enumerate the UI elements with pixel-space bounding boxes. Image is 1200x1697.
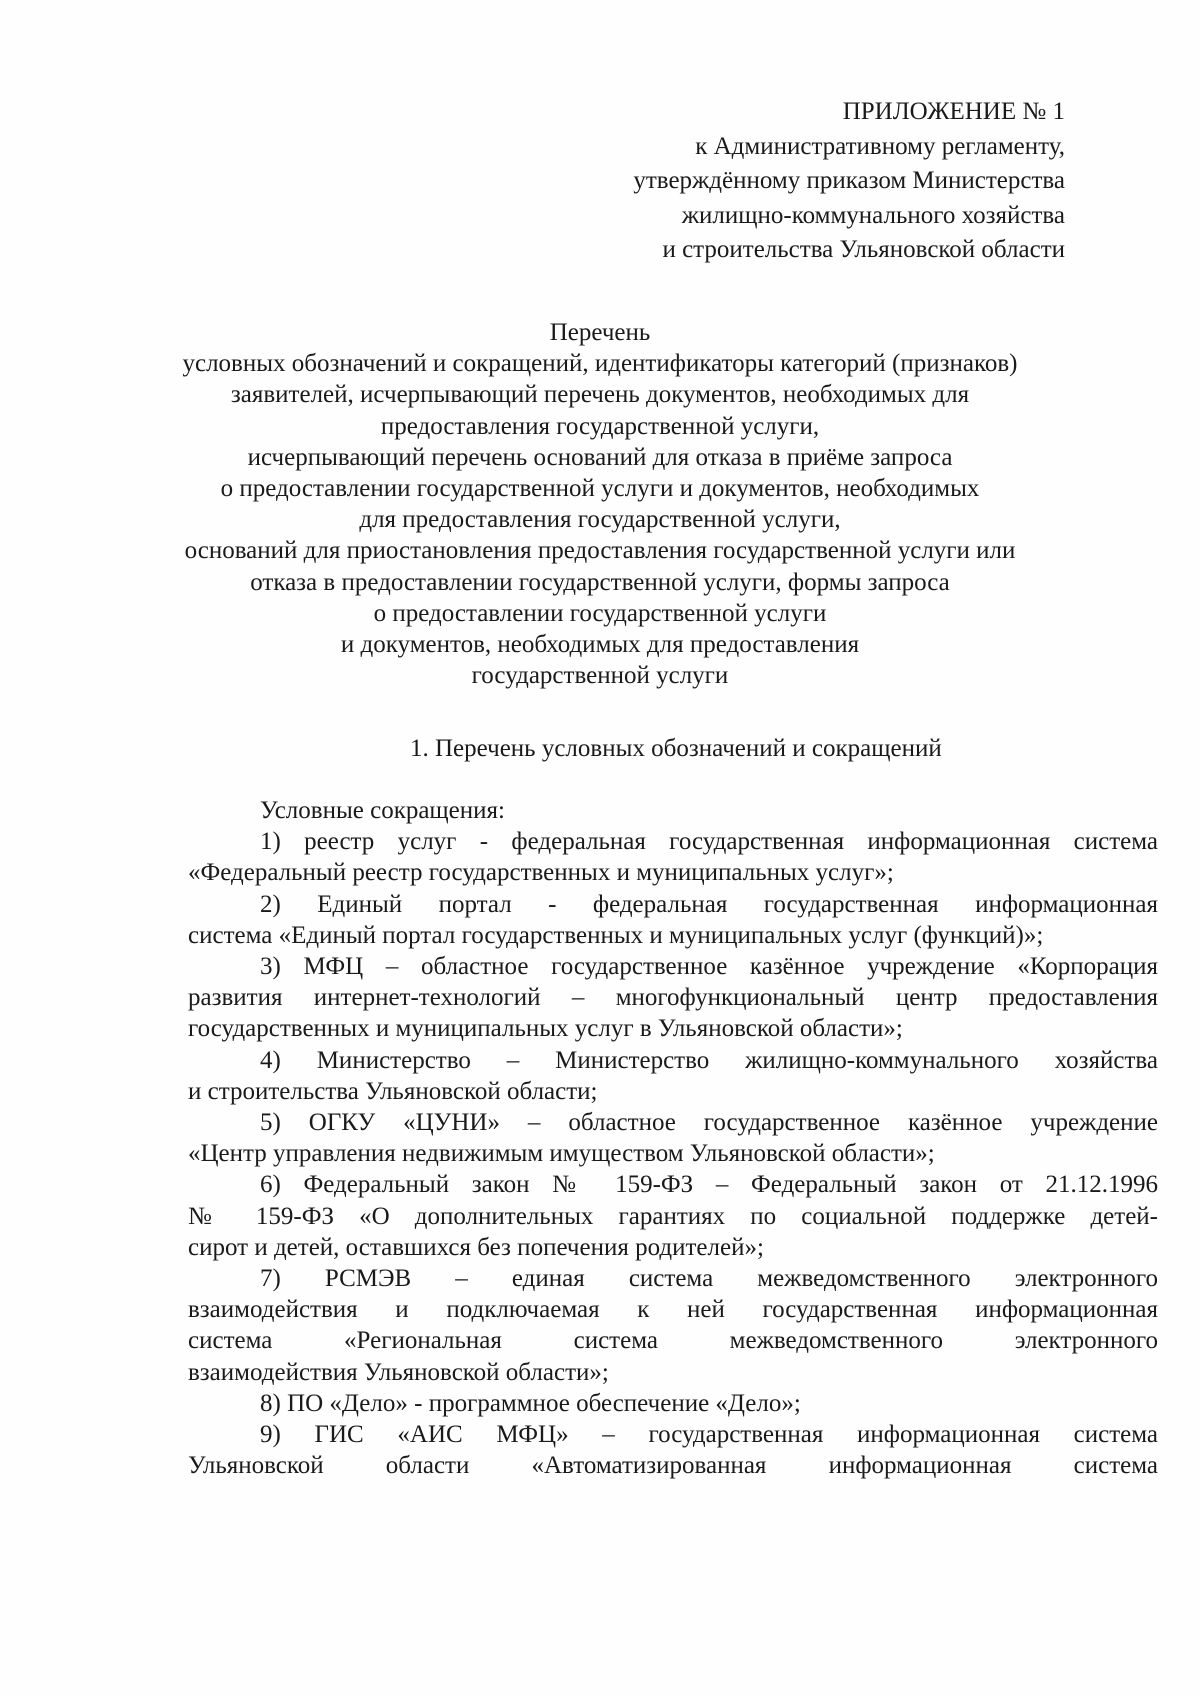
title-line: о предоставлении государственной услуги (373, 599, 827, 627)
title-line: заявителей, исчерпывающий перечень документов, необходимых для (230, 381, 970, 409)
abbreviations-list (188, 795, 1158, 1481)
title-line: для предоставления государственной услуги, (359, 506, 841, 534)
title-line: условных обозначений и сокращений, идентификаторы категорий (признаков) (182, 350, 1018, 378)
list-item-line: 1) реестр услуг - федеральная государственная информационная система (260, 828, 1158, 856)
list-item-line: 5) ОГКУ «ЦУНИ» – областное государственное казённое учреждение (260, 1109, 1158, 1137)
title-line: Перечень (549, 319, 651, 346)
list-item-line: система «Единый портал государственных и муниципальных услуг (функций)»; (188, 921, 1044, 949)
list-item-line: 2) Единый портал - федеральная государственная информационная (260, 890, 1158, 918)
list-item-line: взаимодействия Ульяновской области»; (188, 1358, 609, 1386)
list-item-line: 9) ГИС «АИС МФЦ» – государственная информационная система (260, 1421, 1158, 1449)
appendix-line: жилищно-коммунального хозяйства (681, 201, 1065, 229)
list-item-line: 3) МФЦ – областное государственное казённое учреждение «Корпорация (260, 953, 1158, 981)
list-item-line: 8) ПО «Дело» - программное обеспечение «Дело»; (260, 1389, 801, 1417)
title-line: государственной услуги (471, 662, 729, 690)
title-line: и документов, необходимых для предоставления (340, 631, 860, 659)
list-item-line: № 159-ФЗ «О дополнительных гарантиях по социальной поддержке детей- (188, 1202, 1158, 1230)
title-line: оснований для приостановления предоставления государственной услуги или (184, 537, 1016, 565)
title-line: исчерпывающий перечень оснований для отказа в приёме запроса (247, 443, 953, 471)
section-heading: 1. Перечень условных обозначений и сокращений (410, 735, 942, 762)
list-intro: Условные сокращения: (260, 797, 505, 824)
list-item-line: 6) Федеральный закон № 159-ФЗ – Федеральный закон от 21.12.1996 (260, 1171, 1158, 1199)
list-item-line: развития интернет-технологий – многофункциональный центр предоставления (188, 984, 1158, 1012)
title-line: отказа в предоставлении государственной услуги, формы запроса (250, 568, 950, 596)
list-item-line: «Центр управления недвижимым имуществом Ульяновской области»; (188, 1140, 935, 1168)
list-item-line: «Федеральный реестр государственных и муниципальных услуг»; (188, 859, 894, 887)
list-item-line: 7) РСМЭВ – единая система межведомственного электронного (260, 1265, 1158, 1293)
appendix-line: к Административному регламенту, (695, 132, 1065, 160)
list-item-line: сирот и детей, оставшихся без попечения родителей»; (188, 1233, 764, 1261)
list-item-line: Ульяновской области «Автоматизированная информационная система (188, 1452, 1158, 1480)
appendix-line: утверждённому приказом Министерства (633, 167, 1065, 194)
appendix-header (633, 95, 1065, 268)
list-item-line: взаимодействия и подключаемая к ней государственная информационная (188, 1296, 1158, 1324)
title-line: предоставления государственной услуги, (380, 412, 820, 440)
appendix-line: и строительства Ульяновской области (662, 236, 1065, 263)
title-line: о предоставлении государственной услуги и документов, необходимых (220, 475, 980, 503)
list-item-line: 4) Министерство – Министерство жилищно-коммунального хозяйства (260, 1046, 1158, 1074)
list-item-line: и строительства Ульяновской области; (188, 1077, 598, 1105)
appendix-number: ПРИЛОЖЕНИЕ № 1 (842, 98, 1065, 125)
list-item-line: система «Региональная система межведомственного электронного (188, 1327, 1158, 1355)
document-title (150, 317, 1050, 691)
list-item-line: государственных и муниципальных услуг в Ульяновской области»; (188, 1015, 903, 1043)
